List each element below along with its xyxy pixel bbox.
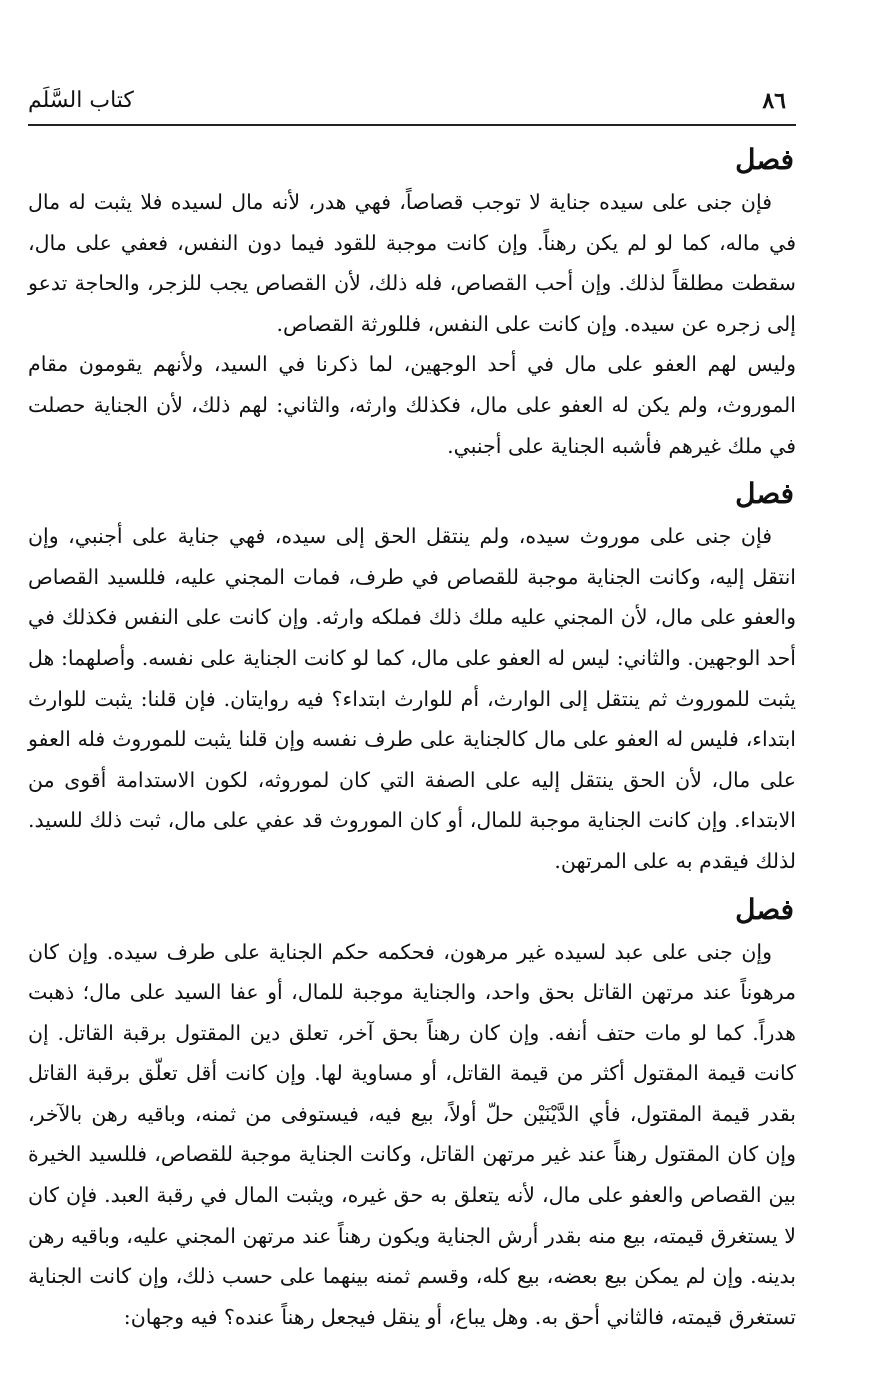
section-3 <box>28 888 796 1338</box>
section-heading: فصل <box>735 143 794 176</box>
section-2 <box>28 472 796 881</box>
section-1 <box>28 138 796 466</box>
paragraph: فإن جنى على موروث سيده، ولم ينتقل الحق إلى سيده، فهي جناية على أجنبي، وإن انتقل إليه، وكانت الجناية موجبة للقصاص في طرف، فمات المجني عليه، فللسيد القصاص والعفو على مال، لأن المجني عليه ملك ذلك فملكه وارثه. وإن كانت على النفس فكذلك في أحد الوجهين. والثاني: ليس له العفو على مال، كما لو كانت الجناية على نفسه. وأصلهما: هل يثبت للموروث ثم ينتقل إلى الوارث، أم للوارث ابتداء؟ فيه روايتان. فإن قلنا: يثبت للوارث ابتداء، فليس له العفو على مال كالجناية على طرف نفسه وإن قلنا يثبت للموروث فله العفو على مال، لأن الحق ينتقل إليه على الصفة التي كان لموروثه، لكون الاستدامة أقوى من الابتداء. وإن كانت الجناية موجبة للمال، أو كان الموروث قد عفي على مال، ثبت ذلك للسيد. لذلك فيقدم به على المرتهن. <box>28 524 796 873</box>
section-heading: فصل <box>735 892 794 926</box>
page-number: ٨٦ <box>762 88 786 114</box>
book-title: كتاب السَّلَم <box>28 88 134 113</box>
running-header <box>28 82 796 122</box>
paragraph: وليس لهم العفو على مال في أحد الوجهين، لما ذكرنا في السيد، ولأنهم يقومون مقام الموروث، ولم يكن له العفو على مال، فكذلك وارثه، والثاني: لهم ذلك، لأن الجناية حصلت في ملك غيرهم فأشبه الجناية على أجنبي. <box>28 352 796 458</box>
header-rule <box>28 124 796 126</box>
paragraph: وإن جنى على عبد لسيده غير مرهون، فحكمه حكم الجناية على طرف سيده. وإن كان مرهوناً عند مرتهن القاتل بحق واحد، والجناية موجبة للمال، أو عفا السيد على مال؛ ذهبت هدراً. كما لو مات حتف أنفه. وإن كان رهناً بحق آخر، تعلق دين المقتول برقبة القاتل. إن كانت قيمة المقتول أكثر من قيمة القاتل، أو مساوية لها. وإن كانت أقل تعلّق برقبة القاتل بقدر قيمة المقتول، فأي الدَّيْنَيْن حلّ أولاً، بيع فيه، فيستوفى من ثمنه، وباقيه رهن بالآخر، وإن كان المقتول رهناً عند غير مرتهن القاتل، وكانت الجناية موجبة للقصاص، فللسيد الخيرة بين القصاص والعفو على مال، لأنه يتعلق به حق غيره، ويثبت المال في رقبة العبد. فإن كان لا يستغرق قيمته، بيع منه بقدر أرش الجناية ويكون رهناً عند مرتهن المجني عليه، وباقيه رهن بدينه. وإن لم يمكن بيع بعضه، بيع كله، وقسم ثمنه بينهما على حسب ذلك، وإن كانت الجناية تستغرق قيمته، فالثاني أحق به. وهل يباع، أو ينقل فيجعل رهناً عنده؟ فيه وجهان: <box>28 939 796 1329</box>
section-heading: فصل <box>735 477 794 511</box>
paragraph: فإن جنى على سيده جناية لا توجب قصاصاً، فهي هدر، لأنه مال لسيده فلا يثبت له مال في ماله، كما لو لم يكن رهناً. وإن كانت موجبة للقود فيما دون النفس، فعفي على مال، سقطت مطلقاً لذلك. وإن أحب القصاص، فله ذلك، لأن القصاص يجب للزجر، والحاجة تدعو إلى زجره عن سيده. وإن كانت على النفس، فللورثة القصاص. <box>28 190 796 336</box>
body-text <box>28 138 796 1337</box>
